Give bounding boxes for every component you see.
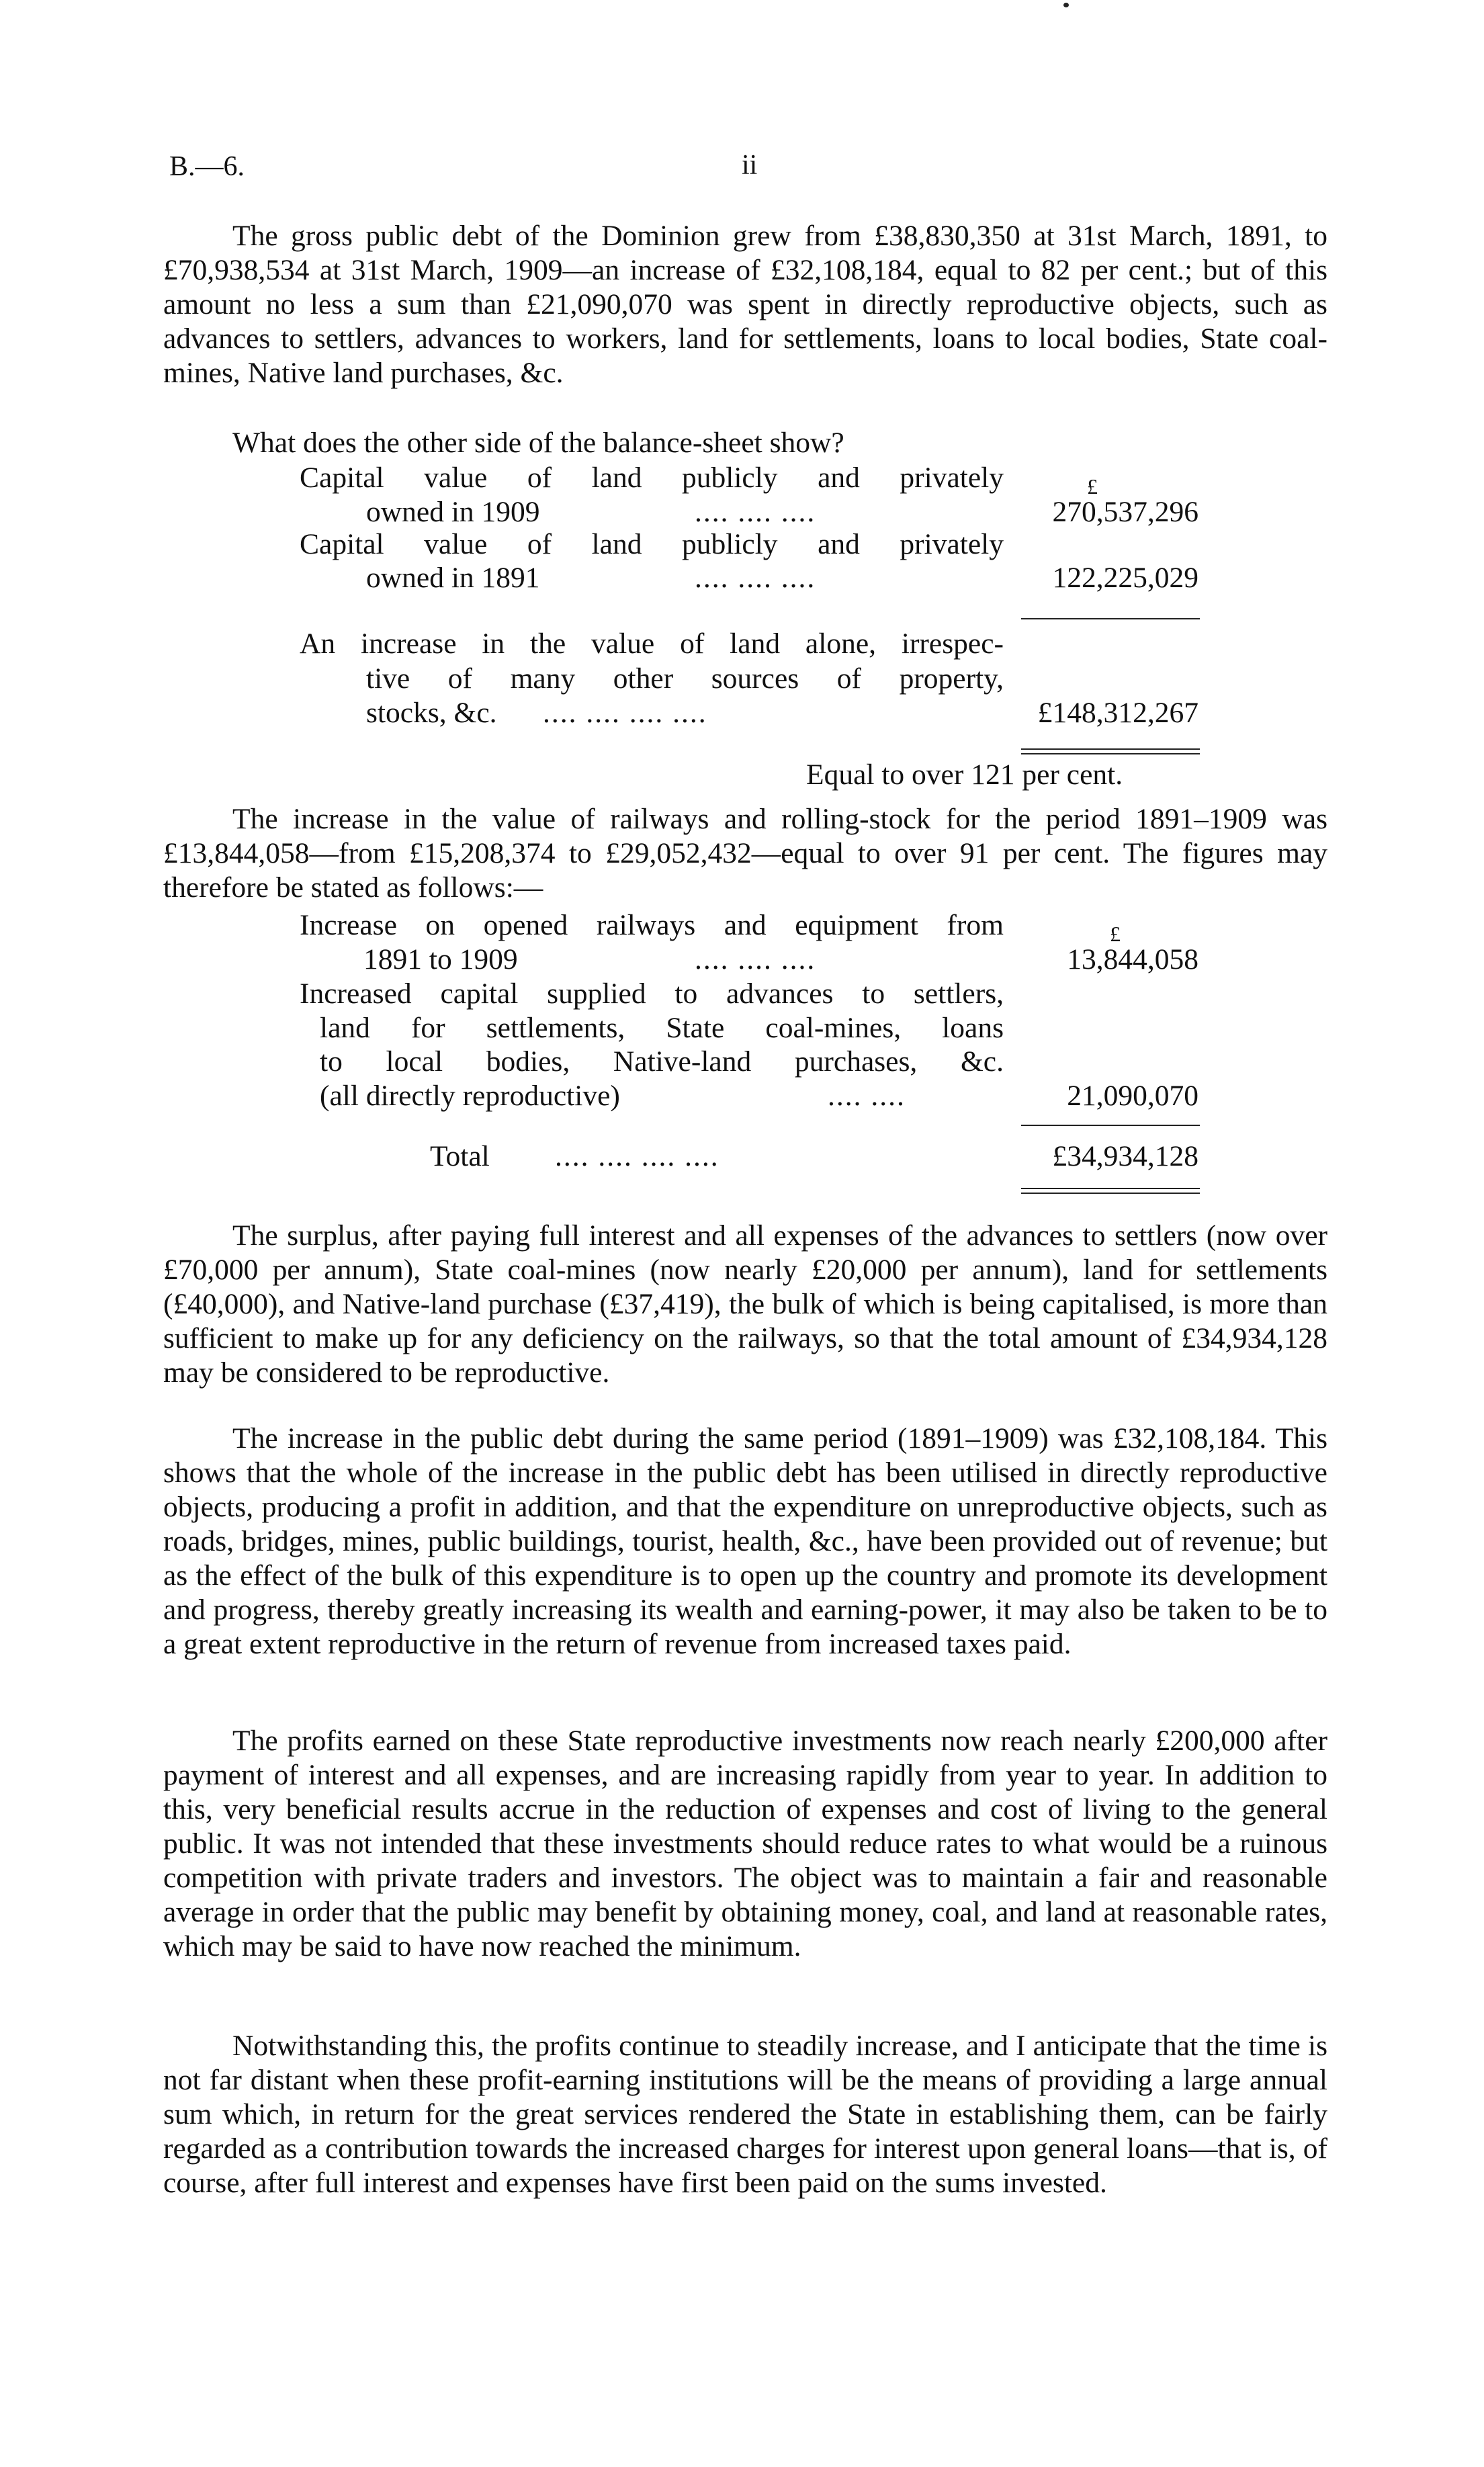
- table1-row2-value: 122,225,029: [1052, 562, 1198, 594]
- total-double-rule: [1021, 748, 1200, 754]
- table2-row2-label: Increased capital supplied to advances to settlers,: [300, 978, 1004, 1010]
- currency-symbol-2: £: [1110, 922, 1121, 946]
- page-number: ii: [742, 150, 758, 181]
- total-leader: .... .... .... ....: [555, 1140, 719, 1172]
- table1-row1-label: Capital value of land publicly and privately: [300, 462, 1004, 494]
- table1-row2-label-cont: owned in 1891: [366, 562, 540, 594]
- paragraph-7: Notwithstanding this, the profits continue to steadily increase, and I anticipate that the time is not far distant when these profit-earning institutions will be the means of providing a large annual sum which, in return for the great services rendered the State in establishing them, can be fairly regarded as a contribution towards the increased charges for interest upon general loans—that is, of course, after full interest and expenses have first been paid on the sums invested.: [163, 2030, 1327, 2199]
- table1-row3-value: £148,312,267: [1037, 697, 1198, 729]
- paragraph-5: The increase in the public debt during the same period (1891–1909) was £32,108,184. This shows that the whole of the increase in the public debt has been utilised in directly reproductive objects, producing a profit in addition, and that the expenditure on unreproductive objects, such as roads, bridges, mines, public buildings, tourist, health, &c., have been provided out of revenue; but as the effect of the bulk of this expenditure is to open up the country and promote its development and progress, thereby greatly increasing its wealth and earning-power, it may also be taken to be to a great extent reproductive in the return of revenue from increased taxes paid.: [163, 1422, 1327, 1660]
- percentage-note: Equal to over 121 per cent.: [806, 759, 1123, 791]
- sum-rule-2: [1021, 1125, 1200, 1126]
- table2-row1-label: Increase on opened railways and equipment from: [300, 909, 1004, 941]
- paper-code: B.—6.: [169, 151, 245, 182]
- table2-row2-label-cont: land for settlements, State coal-mines, loans: [320, 1012, 1004, 1044]
- table2-row1-label-cont: 1891 to 1909: [363, 943, 518, 976]
- paragraph-3: The increase in the value of railways and rolling-stock for the period 1891–1909 was £13,844,058—from £15,208,374 to £29,052,432—equal to over 91 per cent. The figures may therefore be stated as follows:—: [163, 803, 1327, 904]
- total-double-rule-2: [1021, 1188, 1200, 1194]
- paragraph-2: What does the other side of the balance-sheet show?: [232, 427, 844, 459]
- table1-row2-label: Capital value of land publicly and privately: [300, 528, 1004, 560]
- table1-row3-label-cont: tive of many other sources of property,: [366, 662, 1004, 695]
- currency-symbol: £: [1087, 474, 1098, 499]
- table1-row1-label-cont: owned in 1909: [366, 496, 540, 528]
- table2-row2-value: 21,090,070: [1067, 1080, 1198, 1112]
- sum-rule: [1021, 618, 1200, 619]
- table1-row3-leader: .... .... .... ....: [543, 697, 707, 729]
- paragraph-4: The surplus, after paying full interest and all expenses of the advances to settlers (now over £70,000 per annum), State coal-mines (now nearly £20,000 per annum), land for settlements (£40,000), and Native-land purchase (£37,419), the bulk of which is being capitalised, is more than sufficient to make up for any deficiency on the railways, so that the total amount of £34,934,128 may be considered to be reproductive.: [163, 1219, 1327, 1389]
- table2-row1-leader: .... .... ....: [695, 943, 816, 976]
- table2-row2-leader: .... ....: [828, 1080, 906, 1112]
- table1-row1-value: 270,537,296: [1052, 496, 1198, 528]
- total-value: £34,934,128: [1052, 1140, 1198, 1172]
- table2-row1-value: 13,844,058: [1067, 943, 1198, 976]
- table1-row2-leader: .... .... ....: [695, 562, 816, 594]
- table1-row3-label: An increase in the value of land alone, irrespec-: [300, 627, 1004, 660]
- table1-row3-label-cont2: stocks, &c.: [366, 697, 497, 729]
- ink-mark: [1063, 3, 1069, 7]
- table2-row2-label-cont3: (all directly reproductive): [320, 1080, 620, 1112]
- table2-row2-label-cont2: to local bodies, Native-land purchases, &c.: [320, 1045, 1004, 1078]
- table1-row1-leader: .... .... ....: [695, 496, 816, 528]
- total-label: Total: [430, 1140, 490, 1172]
- paragraph-6: The profits earned on these State reproductive investments now reach nearly £200,000 after payment of interest and all expenses, and are increasing rapidly from year to year. In addition to this, very beneficial results accrue in the reduction of expenses and cost of living to the general public. It was not intended that these investments should reduce rates to what would be a ruinous competition with private traders and investors. The object was to maintain a fair and reasonable average in order that the public may benefit by obtaining money, coal, and land at reasonable rates, which may be said to have now reached the minimum.: [163, 1725, 1327, 1962]
- paragraph-1: The gross public debt of the Dominion grew from £38,830,350 at 31st March, 1891, to £70,938,534 at 31st March, 1909—an increase of £32,108,184, equal to 82 per cent.; but of this amount no less a sum than £21,090,070 was spent in directly reproductive objects, such as advances to settlers, advances to workers, land for settlements, loans to local bodies, State coal-mines, Native land purchases, &c.: [163, 220, 1327, 389]
